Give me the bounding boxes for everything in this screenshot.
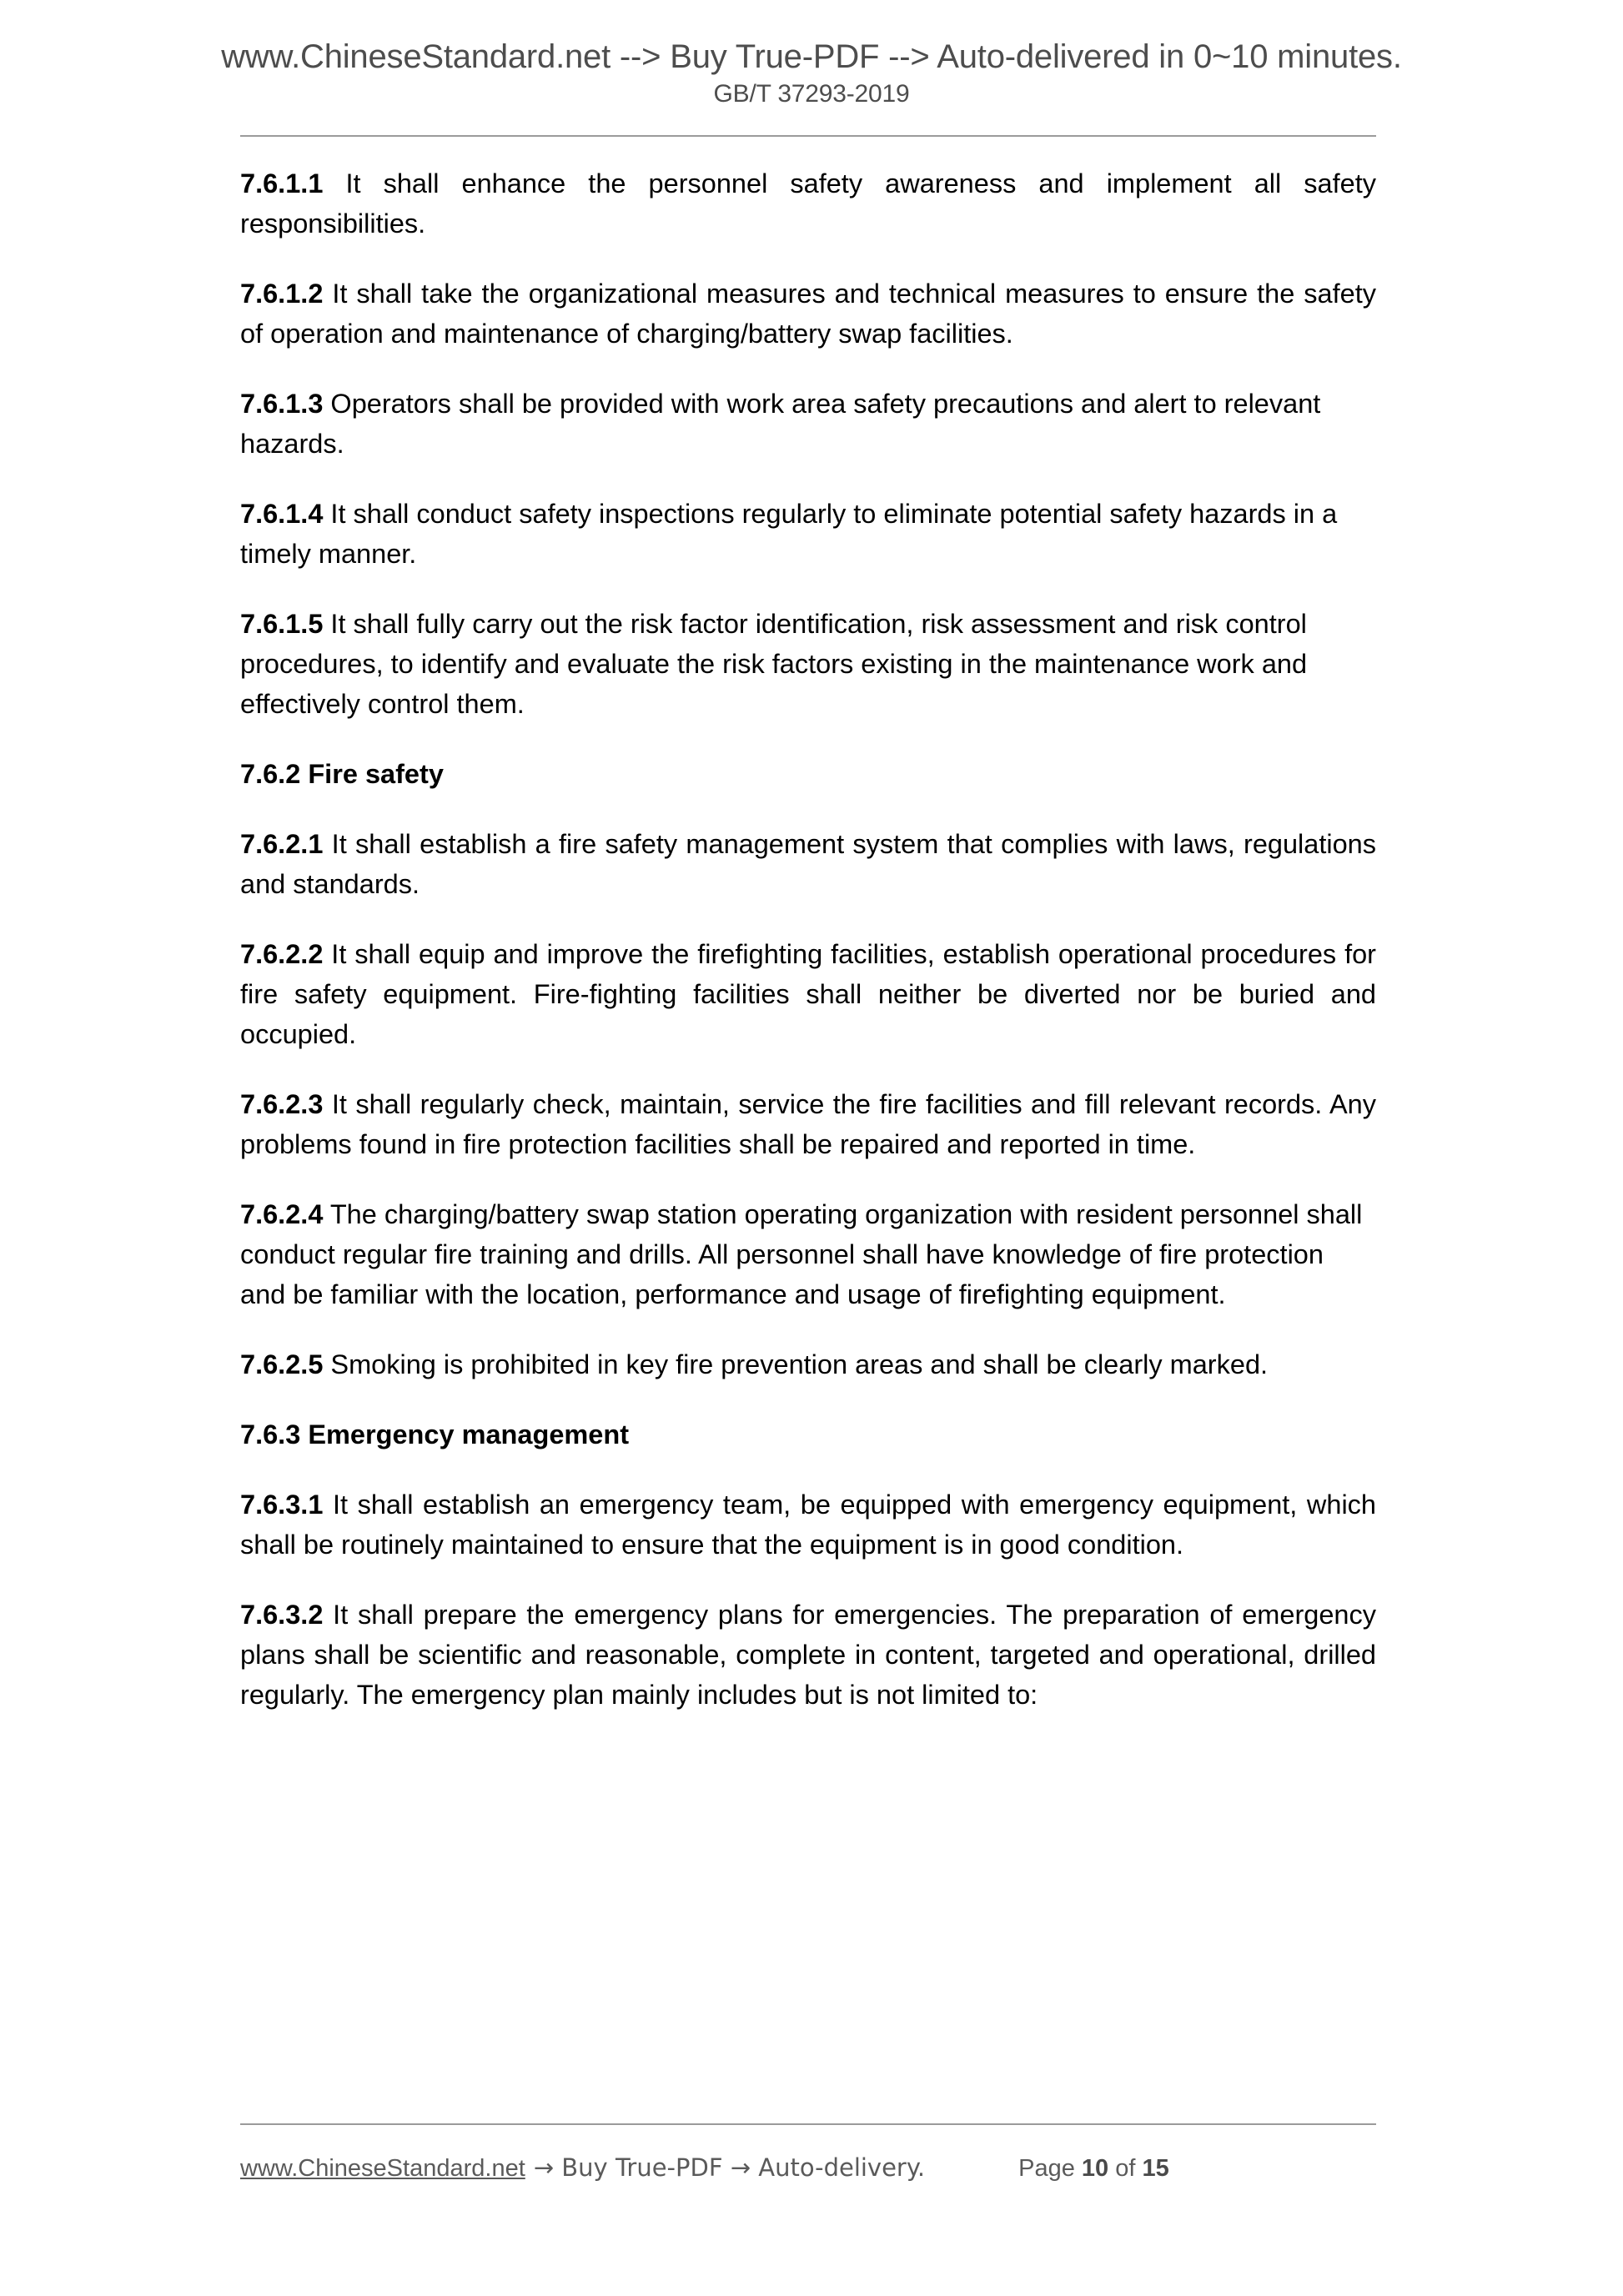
clause-number: 7.6.3.1 xyxy=(240,1490,324,1520)
clause-text: It shall prepare the emergency plans for emergencies. The preparation of emergency plans shall be scientific and reasonable, complete in content, targeted and operational, drilled regularly. The emergency plan mainly includes but is not limited to: xyxy=(240,1600,1376,1710)
clause-number: 7.6.3.2 xyxy=(240,1600,324,1630)
clause-paragraph xyxy=(240,1595,1376,1715)
clause-text: It shall fully carry out the risk factor identification, risk assessment and risk control procedures, to identify and evaluate the risk factors existing in the maintenance work and effectively control them. xyxy=(240,609,1308,719)
clause-paragraph xyxy=(240,824,1376,904)
page-header xyxy=(0,0,1623,138)
clause-paragraph xyxy=(240,384,1376,464)
section-heading xyxy=(240,1414,1376,1454)
clause-paragraph xyxy=(240,1344,1376,1384)
clause-number: 7.6.2.1 xyxy=(240,829,324,859)
clause-number: 7.6.1.5 xyxy=(240,609,324,639)
clause-paragraph xyxy=(240,604,1376,724)
clause-paragraph xyxy=(240,1194,1376,1314)
clause-number: 7.6.1.1 xyxy=(240,168,324,198)
clause-text: It shall conduct safety inspections regularly to eliminate potential safety hazards in a timely manner. xyxy=(240,499,1338,569)
clause-number: 7.6.2.3 xyxy=(240,1089,324,1119)
page-footer xyxy=(240,2118,1376,2218)
footer-row xyxy=(240,2153,1376,2183)
document-body xyxy=(240,163,1376,1745)
clause-text: It shall enhance the personnel safety awareness and implement all safety responsibilities. xyxy=(240,168,1376,239)
section-heading xyxy=(240,754,1376,794)
clause-paragraph xyxy=(240,1485,1376,1565)
clause-paragraph xyxy=(240,1084,1376,1164)
clause-paragraph xyxy=(240,934,1376,1054)
clause-number: 7.6.2.4 xyxy=(240,1199,324,1229)
clause-number: 7.6.2.5 xyxy=(240,1349,324,1379)
header-standard-number: GB/T 37293-2019 xyxy=(713,80,910,108)
clause-paragraph xyxy=(240,163,1376,244)
clause-number: 7.6.1.4 xyxy=(240,499,324,529)
footer-page-number: 10 xyxy=(1081,2155,1109,2182)
clause-text: It shall establish an emergency team, be equipped with emergency equipment, which shall be routinely maintained to ensure that the equipment is in good condition. xyxy=(240,1490,1376,1560)
clause-paragraph xyxy=(240,274,1376,354)
clause-text: It shall establish a fire safety management system that complies with laws, regulations and standards. xyxy=(240,829,1376,899)
footer-total-pages: 15 xyxy=(1142,2155,1169,2182)
footer-promo-text: → Buy True-PDF → Auto-delivery. xyxy=(533,2153,926,2182)
clause-text: It shall equip and improve the firefighting facilities, establish operational procedures for fire safety equipment. Fire-fighting facilities shall neither be diverted nor be buried and occupied. xyxy=(240,939,1376,1049)
section-heading-text: 7.6.2 Fire safety xyxy=(240,759,444,789)
clause-text: Operators shall be provided with work area safety precautions and alert to relevant hazards. xyxy=(240,389,1321,459)
clause-text: It shall take the organizational measures and technical measures to ensure the safety of operation and maintenance of charging/battery swap facilities. xyxy=(240,279,1376,349)
footer-page-info xyxy=(1018,2154,1169,2183)
header-divider xyxy=(240,135,1376,137)
clause-paragraph xyxy=(240,494,1376,574)
clause-text: Smoking is prohibited in key fire prevention areas and shall be clearly marked. xyxy=(323,1349,1269,1379)
footer-of-label: of xyxy=(1115,2155,1136,2182)
clause-text: The charging/battery swap station operating organization with resident personnel shall conduct regular fire training and drills. All personnel shall have knowledge of fire protection and be familiar with the location, performance and usage of firefighting equipment. xyxy=(240,1199,1363,1309)
section-heading-text: 7.6.3 Emergency management xyxy=(240,1419,630,1449)
header-promo-text: www.ChineseStandard.net --> Buy True-PDF --> Auto-delivered in 0~10 minutes. xyxy=(221,38,1402,75)
footer-divider xyxy=(240,2123,1376,2125)
footer-site-link[interactable]: www.ChineseStandard.net xyxy=(240,2155,525,2182)
footer-page-label: Page xyxy=(1018,2155,1075,2182)
clause-text: It shall regularly check, maintain, service the fire facilities and fill relevant records. Any problems found in fire protection facilities shall be repaired and reported in time. xyxy=(240,1089,1376,1159)
clause-number: 7.6.2.2 xyxy=(240,939,324,969)
clause-number: 7.6.1.2 xyxy=(240,279,324,309)
clause-number: 7.6.1.3 xyxy=(240,389,324,419)
